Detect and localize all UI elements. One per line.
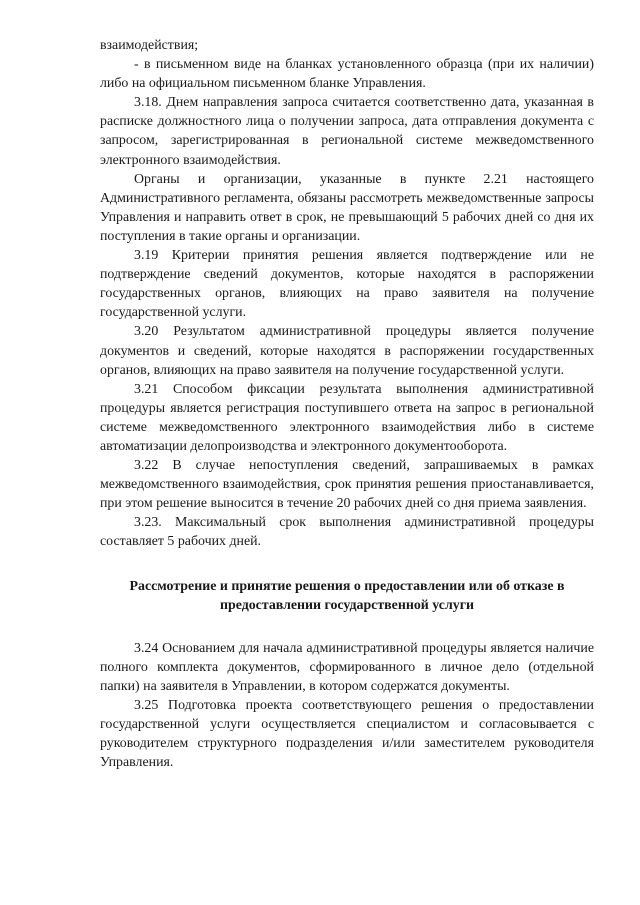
paragraph-3-19: 3.19 Критерии принятия решения является подтверждение или не подтверждение сведений документов, которые находятся в распоряжении государственных органов, влияющих на право заявителя на получение государственной услуги. (100, 248, 594, 321)
paragraph-3-21: 3.21 Способом фиксации результата выполнения административной процедуры является регистрация поступившего ответа на запрос в региональной системе межведомственного электронного взаимодействия либо в системе автоматизации делопроизводства и электронного документооборота. (100, 381, 594, 454)
paragraph-3-20: 3.20 Результатом административной процедуры является получение документов и сведений, которые находятся в распоряжении государственных органов, влияющих на право заявителя на получение государственной услуги. (100, 324, 594, 378)
document-page (100, 36, 594, 772)
paragraph-3-18: 3.18. Днем направления запроса считается соответственно дата, указанная в расписке должностного лица о получении запроса, дата отправления документа с запросом, зарегистрированная в региональной системе межведомственного электронного взаимодействия. (100, 95, 594, 168)
section-heading (100, 577, 594, 615)
paragraph-written-form: - в письменном виде на бланках установленного образца (при их наличии) либо на официальном письменном бланке Управления. (100, 57, 594, 92)
paragraph-continuation: взаимодействия; (100, 38, 199, 53)
section-heading-line-2: предоставлении государственной услуги (219, 597, 475, 613)
paragraph-3-22: 3.22 В случае непоступления сведений, запрашиваемых в рамках межведомственного взаимодействия, срок принятия решения приостанавливается, при этом решение выносится в течение 20 рабочих дней со дня приема заявления. (100, 458, 594, 512)
paragraph-3-25: 3.25 Подготовка проекта соответствующего решения о предоставлении государственной услуги осуществляется специалистом и согласовывается с руководителем структурного подразделения и/или заместителем руководителя Управления. (100, 698, 594, 771)
paragraph-3-23: 3.23. Максимальный срок выполнения административной процедуры составляет 5 рабочих дней. (100, 515, 594, 550)
paragraph-3-24: 3.24 Основанием для начала административной процедуры является наличие полного комплекта документов, сформированного в личное дело (отдельной папки) на заявителя в Управлении, в котором содержатся документы. (100, 640, 594, 694)
paragraph-organs: Органы и организации, указанные в пункте 2.21 настоящего Административного регламента, обязаны рассмотреть межведомственные запросы Управления и направить ответ в срок, не превышающий 5 рабочих дней со дня их поступления в такие органы и организации. (100, 171, 594, 244)
section-heading-line-1: Рассмотрение и принятие решения о предоставлении или об отказе в (129, 578, 565, 594)
